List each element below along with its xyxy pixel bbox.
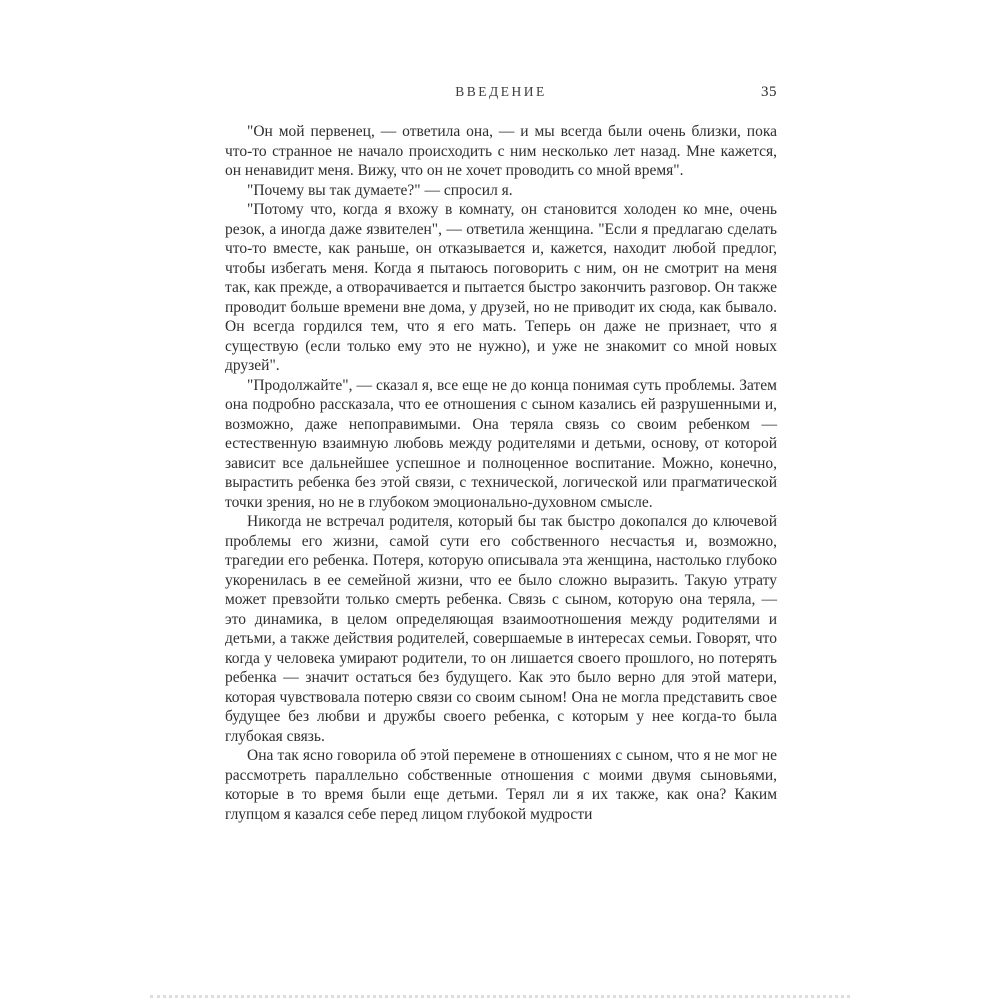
body-text bbox=[225, 122, 777, 824]
paragraph: "Почему вы так думаете?" — спросил я. bbox=[247, 181, 513, 199]
paragraph: Она так ясно говорила об этой перемене в отношениях с сыном, что я не мог не рассмотреть параллельно собственные отношения с моими двумя сыновьями, которые в то время были еще детьми. Терял ли я их также, как она? Каким глупцом я казался себе перед лицом глубокой мудрости bbox=[225, 747, 777, 823]
paragraph: "Продолжайте", — сказал я, все еще не до конца понимая суть проблемы. Затем она подробно рассказала, что ее отношения с сыном казались ей разрушенными и, возможно, даже непоправимыми. Она теряла связь со своим ребенком — естественную взаимную любовь между родителями и детьми, основу, от которой зависит все дальнейшее успешное и полноценное воспитание. Можно, конечно, вырастить ребенка без этой связи, с технической, логической или прагматической точки зрения, но не в глубоком эмоционально-духовном смысле. bbox=[225, 376, 777, 511]
paragraph: Никогда не встречал родителя, который бы так быстро докопался до ключевой проблемы его жизни, самой сути его собственного несчастья и, возможно, трагедии его ребенка. Потеря, которую описывала эта женщина, настолько глубоко укоренилась в ее семейной жизни, что ее было сложно выразить. Такую утрату может превзойти только смерть ребенка. Связь с сыном, которую она теряла, — это динамика, в целом определяющая взаимоотношения между родителями и детьми, а также действия родителей, совершаемые в интересах семьи. Говорят, что когда у человека умирают родители, то он лишается своего прошлого, но потерять ребенка — значит остаться без будущего. Как это было верно для этой матери, которая чувствовала потерю связи со своим сыном! Она не могла представить свое будущее без любви и дружбы своего ребенка, с которым у нее когда-то была глубокая связь. bbox=[225, 513, 777, 745]
page-number: 35 bbox=[761, 84, 777, 100]
page-header bbox=[225, 84, 777, 104]
paragraph: "Потому что, когда я вхожу в комнату, он становится холоден ко мне, очень резок, а иногда даже язвителен", — ответила женщина. "Если я предлагаю сделать что-то вместе, как раньше, он отказывается и, кажется, находит любой предлог, чтобы избегать меня. Когда я пытаюсь поговорить с ним, он не смотрит на меня так, как прежде, а отворачивается и пытается быстро закончить разговор. Он также проводит больше времени вне дома, у друзей, но не приводит их сюда, как бывало. Он всегда гордился тем, что я его мать. Теперь он даже не признает, что я существую (если только ему это не нужно), и уже не знакомит со мной новых друзей". bbox=[225, 201, 777, 374]
scan-artifact-dots bbox=[150, 995, 850, 998]
paragraph: "Он мой первенец, — ответила она, — и мы всегда были очень близки, пока что-то странное не начало происходить с ним несколько лет назад. Мне кажется, он ненавидит меня. Вижу, что он не хочет проводить со мной время". bbox=[225, 123, 777, 179]
chapter-title: ВВЕДЕНИЕ bbox=[455, 84, 547, 99]
